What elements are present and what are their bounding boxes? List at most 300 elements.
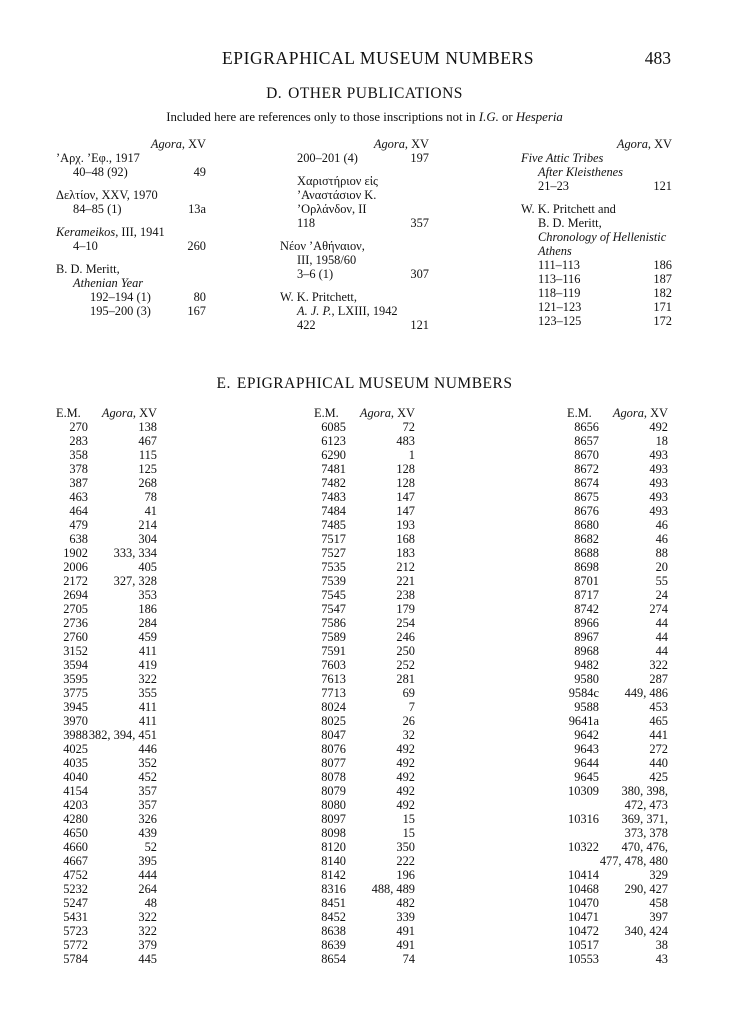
museum-row xyxy=(56,798,157,812)
reference-row xyxy=(280,253,429,267)
agora-number: 284 xyxy=(138,616,157,630)
agora-number: 52 xyxy=(144,840,157,854)
em-number: 2705 xyxy=(63,602,88,616)
em-number: 7713 xyxy=(321,686,346,700)
reference-row xyxy=(56,262,206,276)
agora-label: Agora xyxy=(616,137,648,151)
agora-number: 459 xyxy=(138,630,157,644)
agora-number: 20 xyxy=(655,560,668,574)
em-number: 8316 xyxy=(321,882,346,896)
agora-number: 411 xyxy=(138,714,157,728)
museum-row xyxy=(56,532,157,546)
museum-row xyxy=(314,840,415,854)
agora-number: 493 xyxy=(649,504,668,518)
museum-row xyxy=(56,630,157,644)
reference-row xyxy=(280,216,429,230)
reference-text xyxy=(73,276,143,290)
reference-row xyxy=(280,267,429,281)
em-number: 7539 xyxy=(321,574,346,588)
agora-number: 186 xyxy=(653,258,672,272)
spacer xyxy=(280,230,429,239)
reference-row xyxy=(521,165,672,179)
em-number: 3988 xyxy=(63,728,88,742)
agora-number: 382, 394, 451 xyxy=(88,728,157,742)
agora-heading xyxy=(151,137,206,151)
em-number: 7586 xyxy=(321,616,346,630)
agora-number: 7 xyxy=(408,700,415,714)
running-head xyxy=(0,48,729,72)
museum-row xyxy=(314,490,415,504)
museum-row xyxy=(314,826,415,840)
museum-row xyxy=(314,630,415,644)
em-number: 8701 xyxy=(574,574,599,588)
museum-row xyxy=(56,616,157,630)
agora-number: 72 xyxy=(402,420,415,434)
reference-row xyxy=(56,202,206,216)
museum-row xyxy=(314,924,415,938)
reference-row xyxy=(280,304,429,318)
agora-number: 304 xyxy=(138,532,157,546)
museum-row xyxy=(314,952,415,966)
em-number: 8120 xyxy=(321,840,346,854)
museum-row xyxy=(567,532,668,546)
museum-row xyxy=(56,644,157,658)
em-number: 9584c xyxy=(568,686,599,700)
agora-number: 88 xyxy=(655,546,668,560)
agora-number: 492 xyxy=(396,756,415,770)
museum-row xyxy=(567,784,668,812)
agora-number: 492 xyxy=(649,420,668,434)
em-column-heading xyxy=(567,406,668,420)
reference-title: 84–85 (1) xyxy=(73,202,122,216)
agora-number: 327, 328 xyxy=(113,574,157,588)
reference-row xyxy=(521,151,672,165)
agora-number: 357 xyxy=(410,216,429,230)
em-number: 10414 xyxy=(568,868,599,882)
museum-row xyxy=(567,868,668,882)
agora-number: 167 xyxy=(187,304,206,318)
museum-row xyxy=(314,896,415,910)
reference-title: W. K. Pritchett and xyxy=(521,202,616,216)
em-number: 3945 xyxy=(63,700,88,714)
museum-row xyxy=(567,630,668,644)
agora-number: 380, 398, xyxy=(621,784,668,798)
agora-number: 444 xyxy=(138,868,157,882)
agora-heading xyxy=(617,137,672,151)
em-label: E.M. xyxy=(567,406,592,420)
reference-title: 195–200 (3) xyxy=(90,304,151,318)
em-number: 8717 xyxy=(574,588,599,602)
em-number: 3152 xyxy=(63,644,88,658)
agora-number: 44 xyxy=(655,644,668,658)
reference-title: W. K. Pritchett, xyxy=(280,290,357,304)
museum-row xyxy=(56,854,157,868)
em-number: 6085 xyxy=(321,420,346,434)
em-number: 7589 xyxy=(321,630,346,644)
em-number: 387 xyxy=(69,476,88,490)
section-e-title: EPIGRAPHICAL MUSEUM NUMBERS xyxy=(236,375,513,392)
reference-title: 21–23 xyxy=(538,179,569,193)
reference-text xyxy=(521,202,616,216)
em-number: 8024 xyxy=(321,700,346,714)
agora-number: 440 xyxy=(649,756,668,770)
reference-row xyxy=(280,318,429,332)
reference-row xyxy=(521,244,672,258)
em-number: 8078 xyxy=(321,770,346,784)
museum-row xyxy=(314,434,415,448)
em-number: 283 xyxy=(69,434,88,448)
reference-text xyxy=(73,165,128,179)
agora-number: 287 xyxy=(649,672,668,686)
agora-number: 274 xyxy=(649,602,668,616)
em-number: 4650 xyxy=(63,826,88,840)
agora-number: 449, 486 xyxy=(624,686,668,700)
em-number: 464 xyxy=(69,504,88,518)
em-number: 7484 xyxy=(321,504,346,518)
reference-row xyxy=(56,165,206,179)
reference-row xyxy=(521,230,672,244)
em-number: 6123 xyxy=(321,434,346,448)
reference-title: 3–6 (1) xyxy=(297,267,334,281)
column-heading xyxy=(56,137,206,151)
reference-title: Kerameikos xyxy=(56,225,116,239)
reference-row xyxy=(280,151,429,165)
em-number: 10517 xyxy=(568,938,599,952)
reference-title: 118 xyxy=(297,216,316,230)
em-number: 8080 xyxy=(321,798,346,812)
em-number: 8098 xyxy=(321,826,346,840)
em-number: 2172 xyxy=(63,574,88,588)
museum-row xyxy=(567,560,668,574)
agora-number: 168 xyxy=(396,532,415,546)
museum-row xyxy=(314,672,415,686)
museum-row xyxy=(56,672,157,686)
em-number: 2736 xyxy=(63,616,88,630)
section-e-heading xyxy=(0,375,729,393)
intro-or: or xyxy=(498,110,516,124)
reference-text xyxy=(538,272,580,286)
agora-volume: , XV xyxy=(643,406,668,420)
em-number: 8025 xyxy=(321,714,346,728)
agora-number: 212 xyxy=(396,560,415,574)
museum-row xyxy=(56,896,157,910)
reference-text xyxy=(297,151,358,165)
reference-title: 40–48 (92) xyxy=(73,165,128,179)
museum-row xyxy=(567,616,668,630)
agora-number: 264 xyxy=(138,882,157,896)
em-number: 4752 xyxy=(63,868,88,882)
museum-row xyxy=(314,518,415,532)
reference-title: A. J. P. xyxy=(297,304,332,318)
agora-number: 350 xyxy=(396,840,415,854)
museum-row xyxy=(567,714,668,728)
em-number: 10468 xyxy=(568,882,599,896)
agora-number: 483 xyxy=(396,434,415,448)
em-number: 2006 xyxy=(63,560,88,574)
reference-text xyxy=(56,151,140,165)
museum-row xyxy=(56,420,157,434)
em-number: 9644 xyxy=(574,756,599,770)
reference-text xyxy=(297,318,316,332)
agora-number: 272 xyxy=(649,742,668,756)
em-number: 8142 xyxy=(321,868,346,882)
museum-row xyxy=(56,924,157,938)
agora-label: Agora xyxy=(612,406,644,420)
agora-number: 307 xyxy=(410,267,429,281)
reference-title: ʼΟρλάνδον, II xyxy=(297,202,367,216)
agora-number: 355 xyxy=(138,686,157,700)
agora-number: 49 xyxy=(193,165,206,179)
reference-row xyxy=(56,188,206,202)
agora-number: 411 xyxy=(138,700,157,714)
spacer xyxy=(56,253,206,262)
museum-row xyxy=(56,938,157,952)
agora-number: 193 xyxy=(396,518,415,532)
em-number: 7482 xyxy=(321,476,346,490)
agora-number: 182 xyxy=(653,286,672,300)
museum-row xyxy=(314,728,415,742)
em-number: 8675 xyxy=(574,490,599,504)
reference-row xyxy=(56,239,206,253)
agora-number: 379 xyxy=(138,938,157,952)
em-number: 8698 xyxy=(574,560,599,574)
agora-number: 493 xyxy=(649,490,668,504)
museum-row xyxy=(567,952,668,966)
running-title: EPIGRAPHICAL MUSEUM NUMBERS xyxy=(222,48,535,68)
museum-row xyxy=(314,420,415,434)
agora-number: 492 xyxy=(396,770,415,784)
museum-row xyxy=(314,770,415,784)
museum-row xyxy=(567,546,668,560)
agora-number: 125 xyxy=(138,462,157,476)
museum-row xyxy=(56,812,157,826)
museum-row xyxy=(567,728,668,742)
museum-row xyxy=(567,700,668,714)
agora-number: 491 xyxy=(396,938,415,952)
em-number: 8966 xyxy=(574,616,599,630)
reference-title: 113–116 xyxy=(538,272,581,286)
column-heading xyxy=(280,137,429,151)
em-label: E.M. xyxy=(56,406,81,420)
agora-number: 488, 489 xyxy=(371,882,415,896)
museum-row xyxy=(314,448,415,462)
museum-row xyxy=(56,742,157,756)
em-number: 8077 xyxy=(321,756,346,770)
museum-row xyxy=(314,476,415,490)
agora-number: 46 xyxy=(655,532,668,546)
agora-number: 55 xyxy=(655,574,668,588)
agora-number: 446 xyxy=(138,742,157,756)
museum-row xyxy=(56,714,157,728)
museum-row xyxy=(56,462,157,476)
em-number: 4040 xyxy=(63,770,88,784)
spacer xyxy=(280,281,429,290)
em-number: 7535 xyxy=(321,560,346,574)
museum-row xyxy=(567,882,668,896)
reference-row xyxy=(521,272,672,286)
museum-row xyxy=(56,560,157,574)
agora-number: 147 xyxy=(396,490,415,504)
reference-title: Chronology of Hellenistic xyxy=(538,230,667,244)
reference-title: 4–10 xyxy=(73,239,98,253)
reference-row xyxy=(521,179,672,193)
museum-row xyxy=(56,756,157,770)
museum-row xyxy=(567,756,668,770)
section-d-intro xyxy=(0,110,729,125)
reference-title: 123–125 xyxy=(538,314,582,328)
em-number: 10472 xyxy=(568,924,599,938)
agora-number: 492 xyxy=(396,784,415,798)
museum-row xyxy=(56,658,157,672)
museum-row xyxy=(56,910,157,924)
agora-label: Agora xyxy=(150,137,182,151)
reference-text xyxy=(90,304,151,318)
agora-number: 357 xyxy=(138,798,157,812)
agora-number: 458 xyxy=(649,896,668,910)
agora-number: 491 xyxy=(396,924,415,938)
agora-number: 183 xyxy=(396,546,415,560)
reference-row xyxy=(521,314,672,328)
agora-volume: , XV xyxy=(390,406,415,420)
agora-number: 322 xyxy=(649,658,668,672)
museum-row xyxy=(567,420,668,434)
publications-column-3 xyxy=(521,137,672,328)
museum-row xyxy=(567,812,668,840)
reference-text xyxy=(280,290,357,304)
agora-heading xyxy=(102,406,157,420)
reference-text xyxy=(538,179,569,193)
em-number: 9643 xyxy=(574,742,599,756)
em-number: 378 xyxy=(69,462,88,476)
agora-heading xyxy=(613,406,668,420)
reference-title: 192–194 (1) xyxy=(90,290,151,304)
agora-number: 187 xyxy=(653,272,672,286)
agora-number: 322 xyxy=(138,924,157,938)
agora-number: 18 xyxy=(655,434,668,448)
em-number: 8638 xyxy=(321,924,346,938)
agora-number: 32 xyxy=(402,728,415,742)
reference-title: 200–201 (4) xyxy=(297,151,358,165)
em-number: 8670 xyxy=(574,448,599,462)
agora-number: 172 xyxy=(653,314,672,328)
museum-row xyxy=(314,700,415,714)
museum-row xyxy=(56,546,157,560)
agora-number: 15 xyxy=(402,812,415,826)
agora-number: 322 xyxy=(138,910,157,924)
reference-row xyxy=(56,276,206,290)
em-number: 8967 xyxy=(574,630,599,644)
agora-number: 78 xyxy=(144,490,157,504)
museum-row xyxy=(314,910,415,924)
em-number: 9580 xyxy=(574,672,599,686)
agora-number: 115 xyxy=(138,448,157,462)
agora-number: 290, 427 xyxy=(624,882,668,896)
em-number: 8076 xyxy=(321,742,346,756)
spacer xyxy=(521,193,672,202)
em-number: 7603 xyxy=(321,658,346,672)
agora-number: 44 xyxy=(655,630,668,644)
reference-title: Five Attic Tribes xyxy=(521,151,604,165)
em-number: 8079 xyxy=(321,784,346,798)
museum-row xyxy=(567,924,668,938)
museum-row xyxy=(56,518,157,532)
museum-row xyxy=(314,588,415,602)
agora-number: 196 xyxy=(396,868,415,882)
museum-row xyxy=(314,714,415,728)
em-number: 479 xyxy=(69,518,88,532)
em-number: 9641a xyxy=(568,714,599,728)
em-number: 3595 xyxy=(63,672,88,686)
reference-text xyxy=(538,286,580,300)
museum-row xyxy=(56,602,157,616)
agora-number: 26 xyxy=(402,714,415,728)
museum-row xyxy=(567,686,668,700)
agora-number: 44 xyxy=(655,616,668,630)
museum-row xyxy=(56,826,157,840)
agora-number: 197 xyxy=(410,151,429,165)
em-number: 7547 xyxy=(321,602,346,616)
em-number: 9642 xyxy=(574,728,599,742)
section-e-letter: E. xyxy=(216,375,231,392)
museum-row xyxy=(567,896,668,910)
agora-number: 121 xyxy=(410,318,429,332)
museum-row xyxy=(56,700,157,714)
reference-text xyxy=(297,216,315,230)
museum-row xyxy=(314,644,415,658)
museum-row xyxy=(56,588,157,602)
agora-number: 340, 424 xyxy=(624,924,668,938)
reference-title: 121–123 xyxy=(538,300,582,314)
agora-label: Agora xyxy=(373,137,405,151)
reference-text xyxy=(538,300,581,314)
agora-number: 439 xyxy=(138,826,157,840)
em-number: 8676 xyxy=(574,504,599,518)
reference-text xyxy=(56,188,158,202)
agora-number: 80 xyxy=(193,290,206,304)
reference-text xyxy=(521,151,603,165)
museum-row xyxy=(314,854,415,868)
reference-row xyxy=(280,174,429,188)
museum-row xyxy=(314,798,415,812)
agora-number: 254 xyxy=(396,616,415,630)
reference-text xyxy=(280,239,365,253)
em-number: 8674 xyxy=(574,476,599,490)
agora-number: 46 xyxy=(655,518,668,532)
museum-row xyxy=(314,532,415,546)
agora-number: 482 xyxy=(396,896,415,910)
reference-row xyxy=(56,304,206,318)
em-number: 3970 xyxy=(63,714,88,728)
museum-row xyxy=(56,434,157,448)
agora-number: 353 xyxy=(138,588,157,602)
agora-number: 179 xyxy=(396,602,415,616)
agora-number: 222 xyxy=(396,854,415,868)
agora-number: 268 xyxy=(138,476,157,490)
agora-number: 493 xyxy=(649,476,668,490)
reference-title: III, 1958/60 xyxy=(297,253,357,267)
agora-number: 281 xyxy=(396,672,415,686)
museum-row xyxy=(56,728,157,742)
museum-row xyxy=(56,784,157,798)
museum-row xyxy=(567,644,668,658)
em-number: 270 xyxy=(69,420,88,434)
em-number: 638 xyxy=(69,532,88,546)
agora-number: 128 xyxy=(396,476,415,490)
agora-number: 13a xyxy=(188,202,206,216)
museum-row xyxy=(56,770,157,784)
em-number: 7613 xyxy=(321,672,346,686)
museum-row xyxy=(567,476,668,490)
